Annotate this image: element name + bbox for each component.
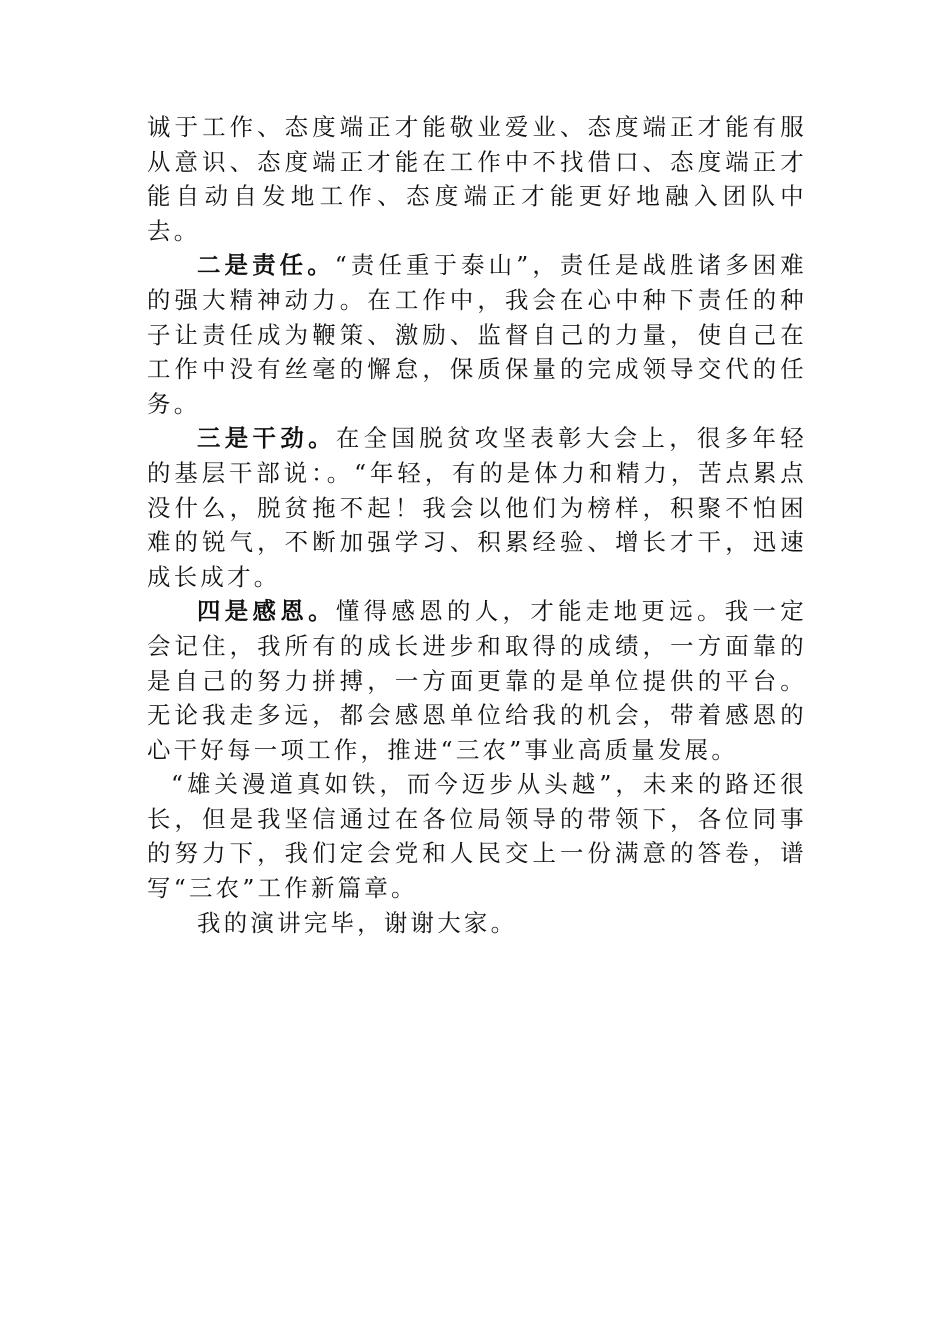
paragraph-text: “雄关漫道真如铁，而今迈步从头越”，未来的路还很长，但是我坚信通过在各位局领导的带领下，各位同事的努力下，我们定会党和人民交上一份满意的答卷，谱写“三农”工作新篇章。 bbox=[147, 770, 807, 903]
paragraph-text: “责任重于泰山”，责任是战胜诸多困难的强大精神动力。在工作中，我会在心中种下责任的种子让责任成为鞭策、激励、监督自己的力量，使自己在工作中没有丝毫的懈怠，保质保量的完成领导交代的任务。 bbox=[147, 251, 807, 418]
paragraph-text: 诚于工作、态度端正才能敬业爱业、态度端正才能有服从意识、态度端正才能在工作中不找借口、态度端正才能自动自发地工作、态度端正才能更好地融入团队中去。 bbox=[147, 113, 807, 245]
paragraph-attitude-continued bbox=[147, 110, 807, 248]
paragraph-gratitude bbox=[147, 594, 807, 767]
paragraph-heading: 四是感恩。 bbox=[197, 597, 336, 626]
paragraph-text: 我的演讲完毕，谢谢大家。 bbox=[197, 908, 518, 937]
paragraph-heading: 三是干劲。 bbox=[197, 424, 336, 453]
paragraph-responsibility bbox=[147, 248, 807, 421]
paragraph-drive bbox=[147, 421, 807, 594]
paragraph-text: 在全国脱贫攻坚表彰大会上，很多年轻的基层干部说：。“年轻，有的是体力和精力，苦点累点没什么，脱贫拖不起！我会以他们为榜样，积聚不怕困难的锐气，不断加强学习、积累经验、增长才干，迅速成长成才。 bbox=[147, 424, 807, 591]
paragraph-text: 懂得感恩的人，才能走地更远。我一定会记住，我所有的成长进步和取得的成绩，一方面靠的是自己的努力拼搏，一方面更靠的是单位提供的平台。无论我走多远，都会感恩单位给我的机会，带着感恩的心干好每一项工作，推进“三农”事业高质量发展。 bbox=[147, 597, 807, 764]
document-page bbox=[147, 110, 807, 940]
paragraph-closing bbox=[147, 906, 807, 941]
paragraph-heading: 二是责任。 bbox=[197, 251, 335, 280]
paragraph-quote bbox=[147, 767, 807, 905]
